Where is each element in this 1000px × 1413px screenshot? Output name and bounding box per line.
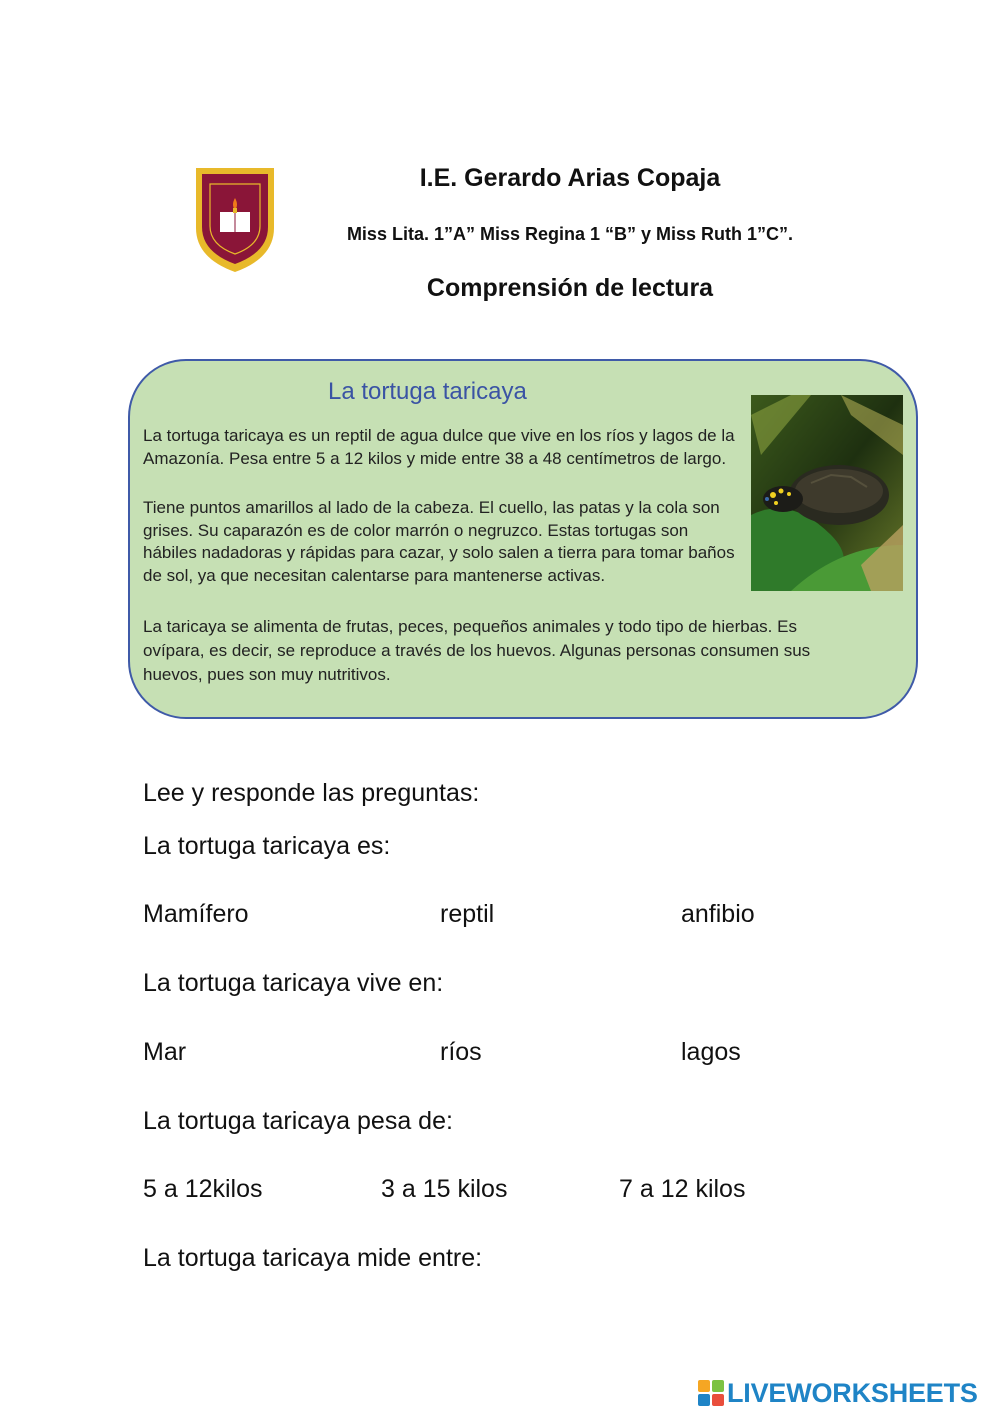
- turtle-photo: [751, 395, 903, 591]
- q2-option-1[interactable]: Mar: [143, 1038, 187, 1066]
- reading-paragraph-2: Tiene puntos amarillos al lado de la cabeza. El cuello, las patas y la cola son grises. Su caparazón es de color marrón o negruzco. Estas tortugas son hábiles nadadoras y rápidas para cazar, y solo salen a tierra para tomar baños de sol, ya que necesitan calentarse para mantenerse activas.: [143, 498, 735, 585]
- q3-option-1[interactable]: 5 a 12kilos: [143, 1175, 263, 1203]
- liveworksheets-logo: [698, 1378, 978, 1408]
- school-name: I.E. Gerardo Arias Copaja: [419, 164, 721, 192]
- liveworksheets-mark-icon: [698, 1380, 724, 1406]
- liveworksheets-logo-text: LIVEWORKSHEETS: [727, 1377, 978, 1408]
- teachers-line: Miss Lita. 1”A” Miss Regina 1 “B” y Miss Ruth 1”C”.: [346, 224, 794, 244]
- q3-option-3[interactable]: 7 a 12 kilos: [619, 1175, 746, 1203]
- reading-paragraph-3: La taricaya se alimenta de frutas, peces, pequeños animales y todo tipo de hierbas. Es ovípara, es decir, se reproduce a través de los huevos. Algunas personas consumen sus huevos, pues son muy nutritivos.: [143, 617, 811, 684]
- question-4-prompt: La tortuga taricaya mide entre:: [143, 1244, 483, 1272]
- worksheet-title: Comprensión de lectura: [426, 274, 714, 302]
- question-3-prompt: La tortuga taricaya pesa de:: [143, 1107, 453, 1135]
- q2-option-2[interactable]: ríos: [440, 1038, 482, 1066]
- q2-option-3[interactable]: lagos: [681, 1038, 741, 1066]
- questions-instruction: Lee y responde las preguntas:: [143, 779, 480, 807]
- question-2-prompt: La tortuga taricaya vive en:: [143, 969, 444, 997]
- q1-option-3[interactable]: anfibio: [681, 900, 755, 928]
- school-crest-logo: [190, 162, 280, 276]
- q1-option-2[interactable]: reptil: [440, 900, 495, 928]
- reading-title: La tortuga taricaya: [328, 378, 527, 405]
- reading-paragraph-1: La tortuga taricaya es un reptil de agua dulce que vive en los ríos y lagos de la Amazonía. Pesa entre 5 a 12 kilos y mide entre 38 a 48 centímetros de largo.: [143, 426, 735, 468]
- q3-option-2[interactable]: 3 a 15 kilos: [381, 1175, 508, 1203]
- question-1-prompt: La tortuga taricaya es:: [143, 832, 391, 860]
- q1-option-1[interactable]: Mamífero: [143, 900, 249, 928]
